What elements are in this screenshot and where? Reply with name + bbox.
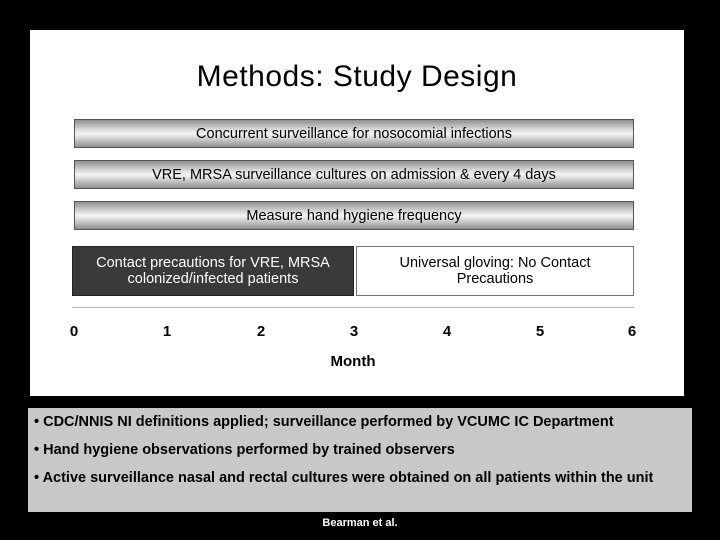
note-definitions: • CDC/NNIS NI definitions applied; surveillance performed by VCUMC IC Department xyxy=(34,414,614,430)
bar-universal-gloving: Universal gloving: No Contact Precautions xyxy=(356,246,634,296)
diagram-panel xyxy=(30,30,684,396)
note-active-surveillance: • Active surveillance nasal and rectal cultures were obtained on all patients within the unit xyxy=(34,470,654,486)
x-axis-label: Month xyxy=(330,353,376,370)
x-tick-0: 0 xyxy=(69,323,79,340)
bar-contact-precautions: Contact precautions for VRE, MRSA colonized/infected patients xyxy=(72,246,354,296)
bar-surveillance-cultures: VRE, MRSA surveillance cultures on admission & every 4 days xyxy=(74,160,634,189)
x-axis-line xyxy=(72,307,634,308)
notes-box xyxy=(28,408,692,512)
citation: Bearman et al. xyxy=(322,517,398,529)
x-tick-1: 1 xyxy=(162,323,172,340)
bar-concurrent-surveillance: Concurrent surveillance for nosocomial infections xyxy=(74,119,634,148)
x-tick-2: 2 xyxy=(256,323,266,340)
bar-hand-hygiene: Measure hand hygiene frequency xyxy=(74,201,634,230)
note-hand-hygiene: • Hand hygiene observations performed by trained observers xyxy=(34,442,455,458)
x-tick-6: 6 xyxy=(627,323,637,340)
slide-title: Methods: Study Design xyxy=(196,60,518,93)
x-tick-3: 3 xyxy=(349,323,359,340)
x-tick-5: 5 xyxy=(535,323,545,340)
x-tick-4: 4 xyxy=(442,323,452,340)
